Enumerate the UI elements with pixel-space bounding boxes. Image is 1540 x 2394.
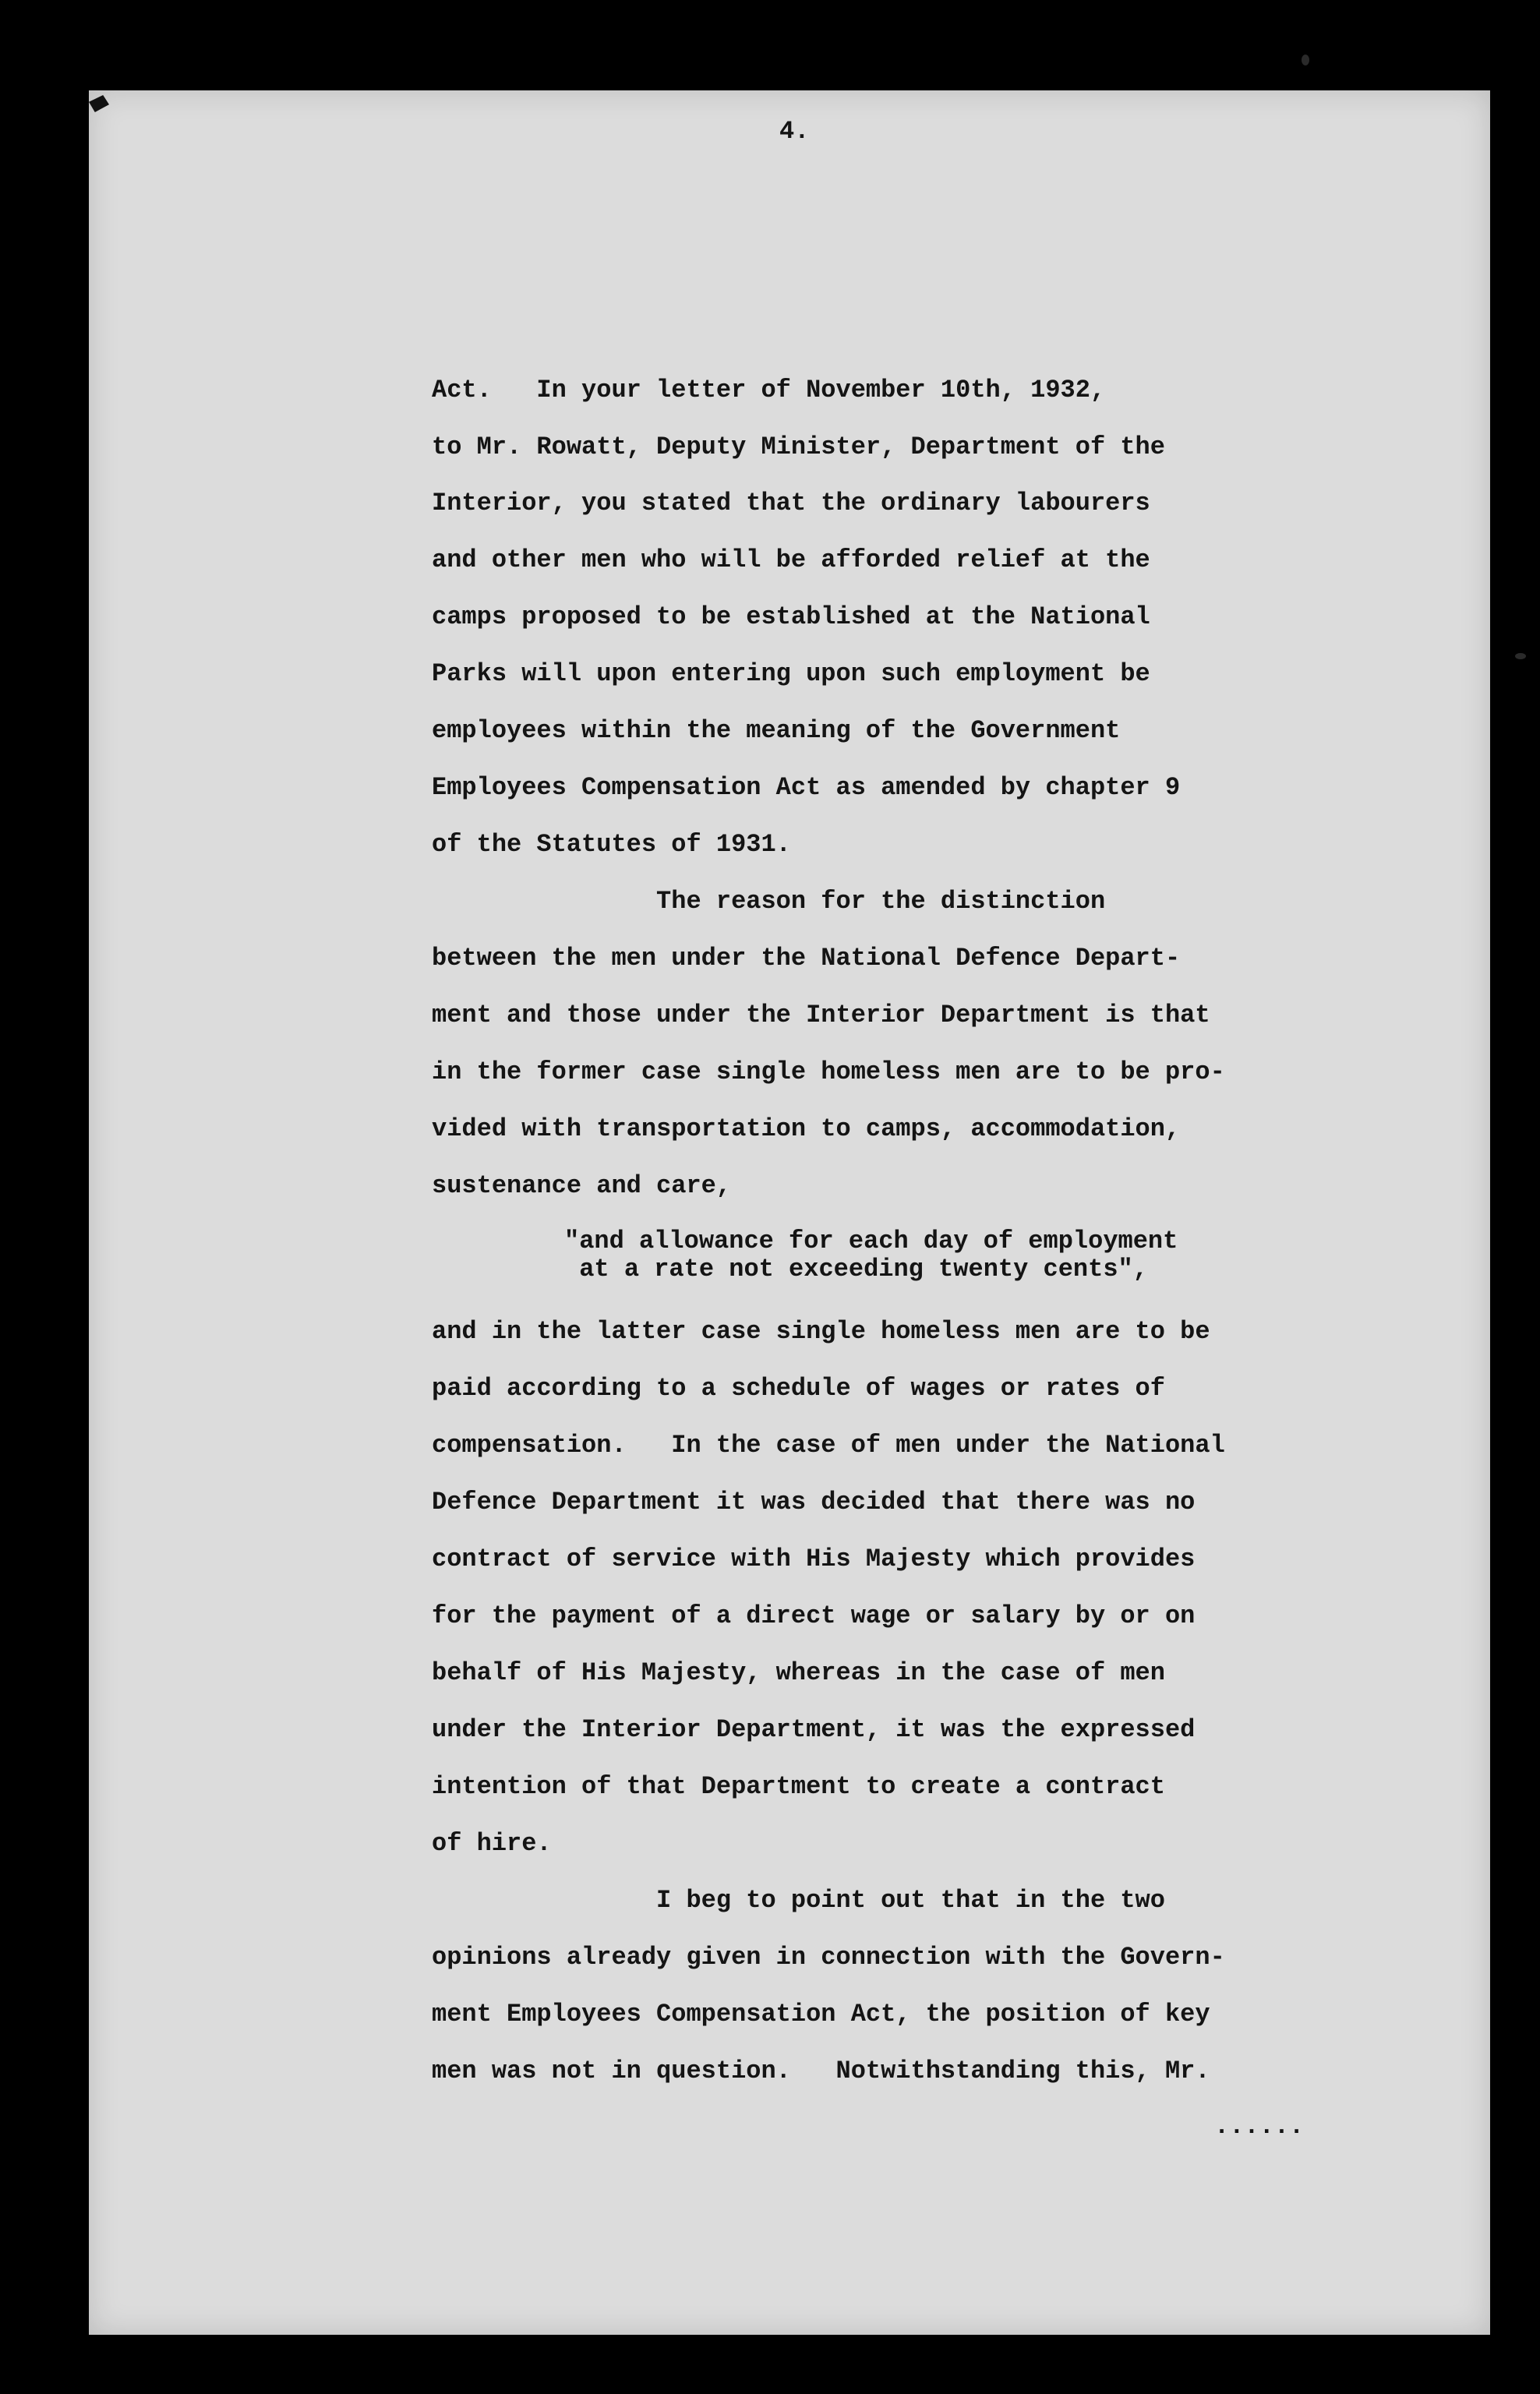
text-line: and in the latter case single homeless men are to be	[432, 1317, 1210, 1346]
text-line: Parks will upon entering upon such employment be	[432, 659, 1150, 688]
text-line: camps proposed to be established at the National	[432, 602, 1150, 631]
text-line: Defence Department it was decided that there was no	[432, 1488, 1196, 1517]
text-line: I beg to point out that in the two	[432, 1886, 1165, 1915]
text-line: intention of that Department to create a contract	[432, 1772, 1165, 1801]
text-line: paid according to a schedule of wages or rates of	[432, 1374, 1165, 1403]
text-line: Act. In your letter of November 10th, 1932,	[432, 376, 1106, 404]
text-line: behalf of His Majesty, whereas in the case of men	[432, 1658, 1165, 1687]
text-line: ment Employees Compensation Act, the position of key	[432, 2000, 1210, 2029]
text-line: The reason for the distinction	[432, 887, 1106, 916]
text-line: of hire.	[432, 1829, 552, 1858]
text-line: contract of service with His Majesty which provides	[432, 1545, 1196, 1573]
document-page	[89, 90, 1490, 2335]
text-line: sustenance and care,	[432, 1171, 732, 1200]
continuation-dots: ......	[1214, 2112, 1305, 2141]
text-line: Employees Compensation Act as amended by chapter 9	[432, 773, 1181, 802]
text-line: to Mr. Rowatt, Deputy Minister, Department of the	[432, 433, 1165, 461]
text-line: opinions already given in connection with the Govern-	[432, 1943, 1225, 1972]
text-line: employees within the meaning of the Government	[432, 716, 1121, 745]
scan-speck	[1302, 55, 1309, 65]
text-line: for the payment of a direct wage or salary by or on	[432, 1601, 1196, 1630]
text-line: under the Interior Department, it was the expressed	[432, 1715, 1196, 1744]
scan-speck	[1515, 653, 1526, 659]
quote-line: "and allowance for each day of employment	[564, 1227, 1178, 1255]
text-line: in the former case single homeless men are to be pro-	[432, 1058, 1225, 1086]
text-line: between the men under the National Defence Depart-	[432, 944, 1181, 973]
text-line: compensation. In the case of men under the National	[432, 1431, 1225, 1460]
text-line: Interior, you stated that the ordinary labourers	[432, 489, 1150, 517]
text-line: and other men who will be afforded relief at the	[432, 546, 1150, 574]
text-line: vided with transportation to camps, accommodation,	[432, 1114, 1181, 1143]
text-line: of the Statutes of 1931.	[432, 830, 791, 859]
page-number: 4.	[779, 117, 810, 146]
text-line: ment and those under the Interior Department is that	[432, 1001, 1210, 1029]
quote-line: at a rate not exceeding twenty cents",	[564, 1255, 1148, 1284]
text-line: men was not in question. Notwithstanding this, Mr.	[432, 2057, 1210, 2085]
